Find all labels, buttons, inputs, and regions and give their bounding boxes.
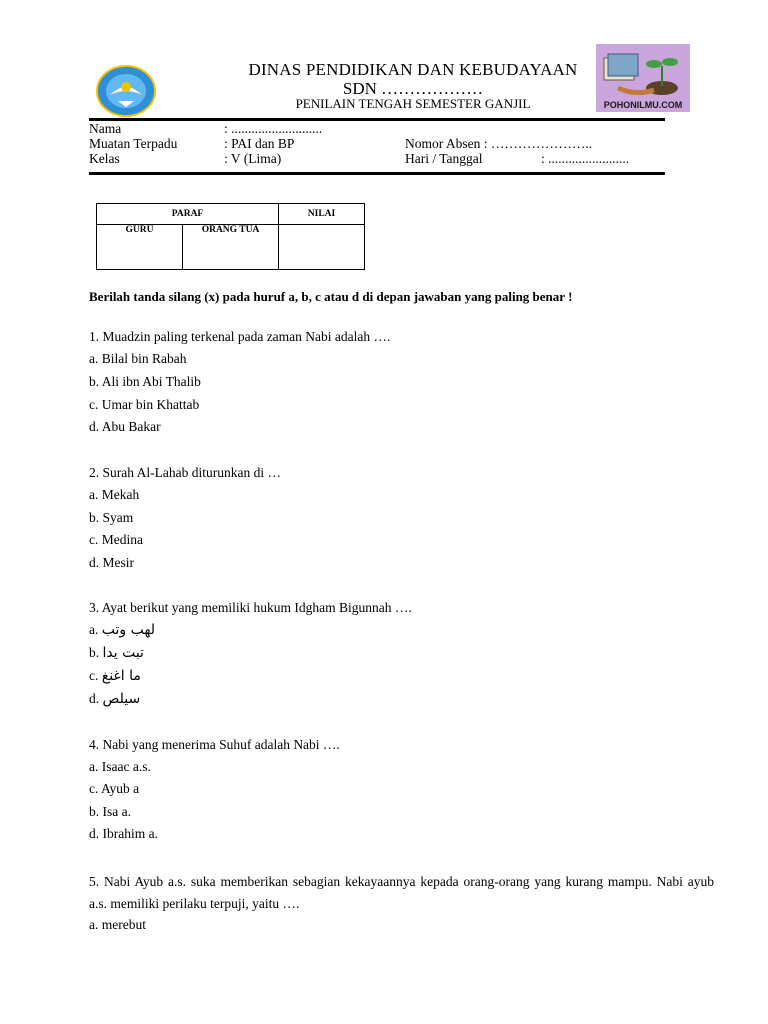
score-table	[96, 203, 365, 270]
nilai-cell[interactable]	[279, 225, 365, 270]
q4-option-a[interactable]: a. Isaac a.s.	[89, 759, 151, 774]
orang-tua-cell: ORANG TUA	[183, 225, 279, 270]
instruction: Berilah tanda silang (x) pada huruf a, b, c atau d di depan jawaban yang paling benar !	[89, 289, 573, 304]
paraf-header: PARAF	[97, 204, 279, 225]
nilai-header: NILAI	[279, 204, 365, 225]
guru-cell: GURU	[97, 225, 183, 270]
header-line2: SDN ………………	[342, 79, 484, 98]
header-line3: PENILAIN TENGAH SEMESTER GANJIL	[295, 96, 531, 111]
nama-label: Nama	[89, 121, 122, 136]
q4-option-b[interactable]: b. Isa a.	[89, 804, 131, 819]
kelas-label: Kelas	[89, 151, 120, 166]
q4-option-c[interactable]: c. Ayub a	[89, 781, 140, 796]
q4-option-d[interactable]: d. Ibrahim a.	[89, 826, 158, 841]
muatan-label: Muatan Terpadu	[89, 136, 178, 151]
tut-wuri-handayani-logo	[96, 65, 156, 117]
q1-option-b[interactable]: b. Ali ibn Abi Thalib	[89, 374, 201, 389]
header-rule-bottom	[89, 172, 665, 175]
hari-tanggal-value: : ........................	[541, 151, 630, 166]
q1-option-d[interactable]: d. Abu Bakar	[89, 419, 161, 434]
nomor-absen: Nomor Absen : …………………..	[405, 136, 593, 151]
question-3: 3. Ayat berikut yang memiliki hukum Idgham Bigunnah ….	[89, 600, 412, 615]
kelas-value: : V (Lima)	[224, 151, 282, 166]
header-line1: DINAS PENDIDIKAN DAN KEBUDAYAAN	[248, 60, 578, 79]
q1-option-a[interactable]: a. Bilal bin Rabah	[89, 351, 187, 366]
question-2: 2. Surah Al-Lahab diturunkan di …	[89, 465, 281, 480]
question-4: 4. Nabi yang menerima Suhuf adalah Nabi ….	[89, 737, 340, 752]
nama-value: : ...........................	[224, 121, 323, 136]
muatan-value: : PAI dan BP	[224, 136, 295, 151]
q1-option-c[interactable]: c. Umar bin Khattab	[89, 397, 200, 412]
header-rule-top	[89, 118, 665, 121]
q2-option-c[interactable]: c. Medina	[89, 532, 143, 547]
q3-option-a[interactable]: a. لهب وتب	[89, 622, 156, 638]
pohonilmu-logo	[596, 44, 690, 112]
question-5: 5. Nabi Ayub a.s. suka memberikan sebagian kekayaannya kepada orang-orang yang kurang mampu. Nabi ayub a.s. memiliki perilaku terpuji, yaitu ….	[89, 874, 714, 911]
q3-option-b[interactable]: b. تبت يدا	[89, 645, 144, 661]
hari-tanggal-label: Hari / Tanggal	[405, 151, 483, 166]
pohonilmu-logo-text: POHONILMU.COM	[603, 100, 683, 110]
q2-option-d[interactable]: d. Mesir	[89, 555, 134, 570]
question-1: 1. Muadzin paling terkenal pada zaman Nabi adalah ….	[89, 329, 391, 344]
q3-option-d[interactable]: d. سيلص	[89, 691, 141, 707]
q2-option-a[interactable]: a. Mekah	[89, 487, 140, 502]
q2-option-b[interactable]: b. Syam	[89, 510, 134, 525]
q3-option-c[interactable]: c. ما اغنغ	[89, 668, 141, 684]
q5-option-a[interactable]: a. merebut	[89, 917, 146, 932]
